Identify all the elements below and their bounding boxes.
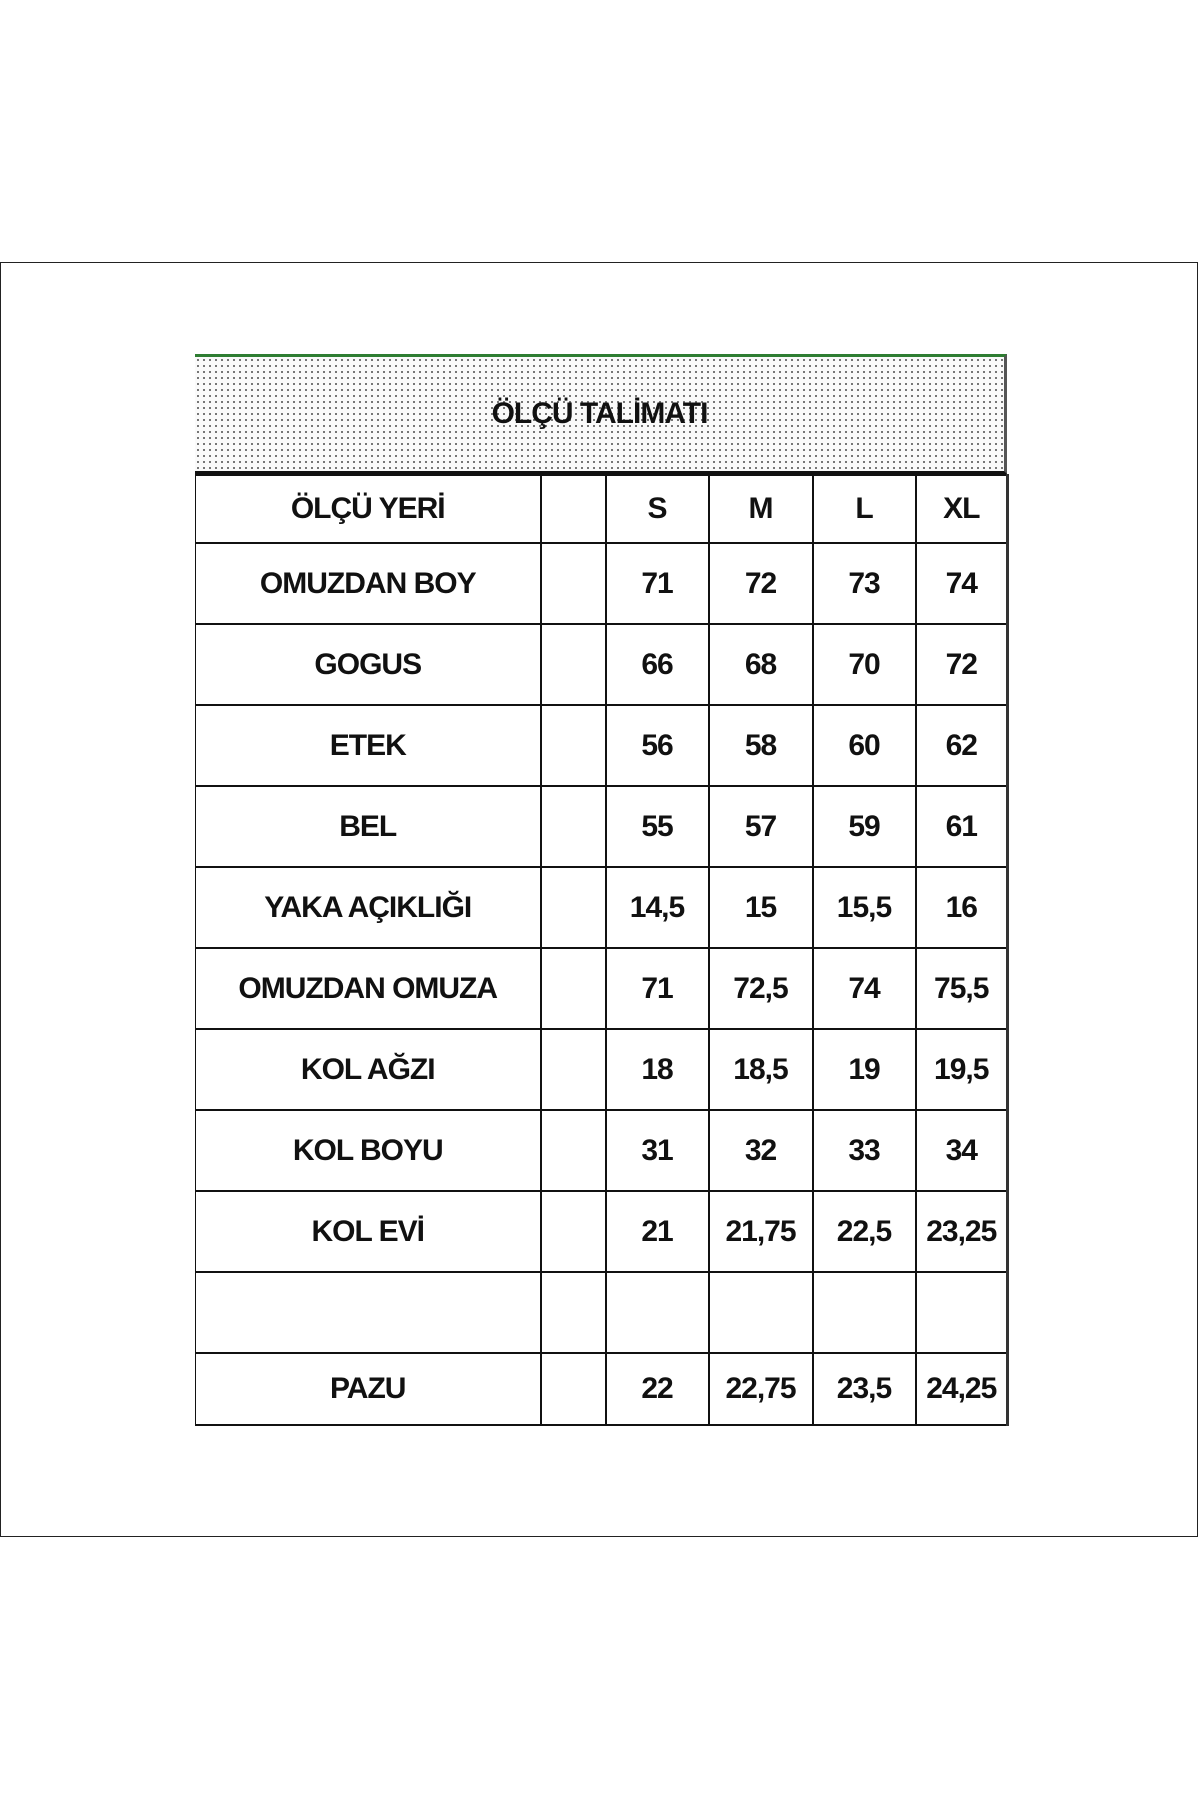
- row-label: OMUZDAN OMUZA: [196, 948, 541, 1029]
- size-header-l: L: [813, 475, 916, 543]
- value-l: 59: [813, 786, 916, 867]
- value-s: 18: [606, 1029, 709, 1110]
- value-s: 31: [606, 1110, 709, 1191]
- value-xl: 62: [916, 705, 1008, 786]
- value-l: 70: [813, 624, 916, 705]
- table-row: [196, 786, 1008, 867]
- spacer-cell: [541, 1191, 606, 1272]
- value-l: 33: [813, 1110, 916, 1191]
- value-s: 22: [606, 1353, 709, 1425]
- spacer-cell: [541, 948, 606, 1029]
- spacer-cell: [541, 1110, 606, 1191]
- value-m: 15: [709, 867, 813, 948]
- value-l: 19: [813, 1029, 916, 1110]
- size-header-m: M: [709, 475, 813, 543]
- table-row: [196, 1110, 1008, 1191]
- spacer-cell: [541, 624, 606, 705]
- value-m: 58: [709, 705, 813, 786]
- spacer-cell: [541, 1029, 606, 1110]
- table-row: [196, 543, 1008, 624]
- size-header-xl: XL: [916, 475, 1008, 543]
- value-m: 22,75: [709, 1353, 813, 1425]
- table-row: [196, 1353, 1008, 1425]
- value-l: [813, 1272, 916, 1353]
- value-l: 23,5: [813, 1353, 916, 1425]
- spacer-cell: [541, 475, 606, 543]
- value-xl: 24,25: [916, 1353, 1008, 1425]
- value-l: 74: [813, 948, 916, 1029]
- value-xl: [916, 1272, 1008, 1353]
- value-s: [606, 1272, 709, 1353]
- value-l: 60: [813, 705, 916, 786]
- value-xl: 61: [916, 786, 1008, 867]
- value-s: 14,5: [606, 867, 709, 948]
- row-label: YAKA AÇIKLIĞI: [196, 867, 541, 948]
- value-m: 32: [709, 1110, 813, 1191]
- value-s: 71: [606, 948, 709, 1029]
- value-xl: 34: [916, 1110, 1008, 1191]
- value-xl: 72: [916, 624, 1008, 705]
- row-label: KOL AĞZI: [196, 1029, 541, 1110]
- value-m: 21,75: [709, 1191, 813, 1272]
- row-label: PAZU: [196, 1353, 541, 1425]
- spacer-cell: [541, 705, 606, 786]
- value-m: 18,5: [709, 1029, 813, 1110]
- row-label: KOL EVİ: [196, 1191, 541, 1272]
- header-row: [196, 475, 1008, 543]
- value-m: 68: [709, 624, 813, 705]
- measurement-location-header: ÖLÇÜ YERİ: [196, 475, 541, 543]
- value-m: [709, 1272, 813, 1353]
- value-xl: 75,5: [916, 948, 1008, 1029]
- value-m: 72: [709, 543, 813, 624]
- value-xl: 19,5: [916, 1029, 1008, 1110]
- row-label: [196, 1272, 541, 1353]
- row-label: OMUZDAN BOY: [196, 543, 541, 624]
- empty-row: [196, 1272, 1008, 1353]
- size-header-s: S: [606, 475, 709, 543]
- value-xl: 74: [916, 543, 1008, 624]
- table-row: [196, 948, 1008, 1029]
- chart-title: ÖLÇÜ TALİMATI: [491, 397, 708, 430]
- table-row: [196, 1191, 1008, 1272]
- row-label: ETEK: [196, 705, 541, 786]
- row-label: KOL BOYU: [196, 1110, 541, 1191]
- value-s: 66: [606, 624, 709, 705]
- value-s: 56: [606, 705, 709, 786]
- value-s: 21: [606, 1191, 709, 1272]
- value-l: 22,5: [813, 1191, 916, 1272]
- value-s: 71: [606, 543, 709, 624]
- table-row: [196, 867, 1008, 948]
- table-row: [196, 705, 1008, 786]
- size-chart-sheet: [195, 354, 1007, 1426]
- size-table: [195, 474, 1009, 1426]
- table-row: [196, 1029, 1008, 1110]
- spacer-cell: [541, 543, 606, 624]
- value-l: 15,5: [813, 867, 916, 948]
- value-xl: 16: [916, 867, 1008, 948]
- value-m: 57: [709, 786, 813, 867]
- value-s: 55: [606, 786, 709, 867]
- value-m: 72,5: [709, 948, 813, 1029]
- spacer-cell: [541, 786, 606, 867]
- value-xl: 23,25: [916, 1191, 1008, 1272]
- spacer-cell: [541, 1353, 606, 1425]
- spacer-cell: [541, 1272, 606, 1353]
- spacer-cell: [541, 867, 606, 948]
- title-cell: [195, 354, 1007, 474]
- table-row: [196, 624, 1008, 705]
- row-label: GOGUS: [196, 624, 541, 705]
- row-label: BEL: [196, 786, 541, 867]
- value-l: 73: [813, 543, 916, 624]
